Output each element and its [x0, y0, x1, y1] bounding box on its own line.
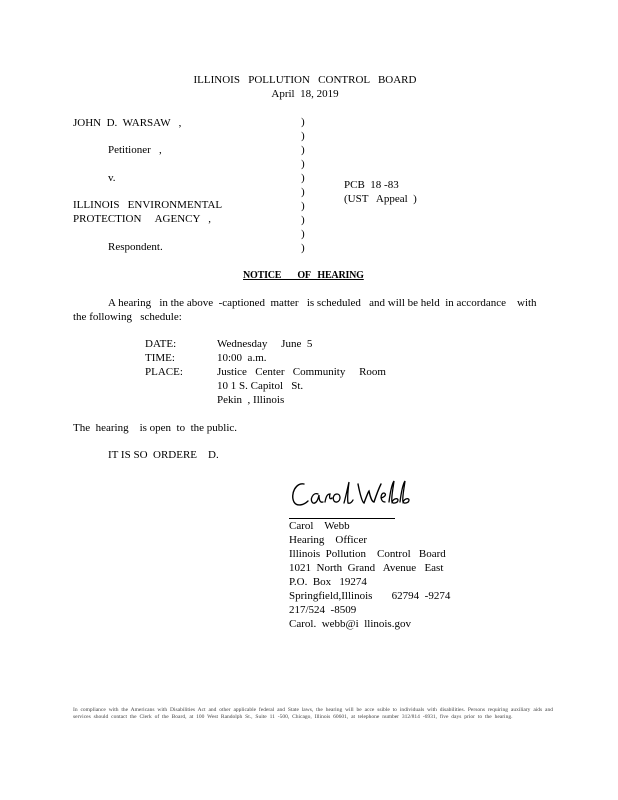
caption-parentheses: ) ) ) ) ) ) ) ) ) )	[301, 116, 305, 254]
officer-po-box: P.O. Box 19274	[289, 576, 367, 588]
schedule-place-value: Justice Center Community Room	[217, 366, 386, 378]
ada-compliance-footer: In compliance with the Americans with Disabilities Act and other applicable federal and State laws, the hearing will be acce ssible to individuals with disabilities. Persons requiring auxiliary aids and services should contact the Clerk of the Board, at 100 West Randolph St., Suite 11 -500, Chicago, Illinois 60601, at telephone number 312/814 -6931, five days prior to the hearing.	[73, 707, 553, 720]
officer-city: Springfield,Illinois 62794 -9274	[289, 590, 451, 602]
schedule-date-label: DATE:	[145, 338, 177, 350]
case-number: PCB 18 -83	[344, 179, 399, 191]
petitioner-role: Petitioner ,	[108, 144, 162, 156]
schedule-time-value: 10:00 a.m.	[217, 352, 267, 364]
schedule-date-value: Wednesday June 5	[217, 338, 313, 350]
open-to-public-line: The hearing is open to the public.	[73, 422, 238, 434]
officer-name: Carol Webb	[289, 520, 350, 532]
signature-line	[289, 518, 395, 519]
officer-phone: 217/524 -8509	[289, 604, 357, 616]
officer-title: Hearing Officer	[289, 534, 367, 546]
hearing-paragraph-line2: the following schedule:	[73, 311, 182, 323]
respondent-name-line1: ILLINOIS ENVIRONMENTAL	[73, 199, 223, 211]
order-line: IT IS SO ORDERE D.	[108, 449, 219, 461]
hearing-paragraph-line1: A hearing in the above -captioned matter is scheduled and will be held in accordance with	[108, 297, 537, 309]
case-type: (UST Appeal )	[344, 193, 417, 205]
hearing-date: April 18, 2019	[271, 88, 339, 100]
versus-label: v.	[108, 172, 116, 184]
notice-title: NOTICE OF HEARING	[243, 270, 364, 281]
petitioner-name: JOHN D. WARSAW ,	[73, 117, 182, 129]
officer-email: Carol. webb@i llinois.gov	[289, 618, 411, 630]
officer-street: 1021 North Grand Avenue East	[289, 562, 444, 574]
officer-organization: Illinois Pollution Control Board	[289, 548, 446, 560]
schedule-address-line2: 10 1 S. Capitol St.	[217, 380, 304, 392]
schedule-time-label: TIME:	[145, 352, 175, 364]
respondent-name-line2: PROTECTION AGENCY ,	[73, 213, 212, 225]
schedule-place-label: PLACE:	[145, 366, 183, 378]
handwritten-signature	[288, 472, 413, 512]
schedule-address-line3: Pekin , Illinois	[217, 394, 285, 406]
board-title: ILLINOIS POLLUTION CONTROL BOARD	[193, 74, 417, 86]
respondent-role: Respondent.	[108, 241, 163, 253]
